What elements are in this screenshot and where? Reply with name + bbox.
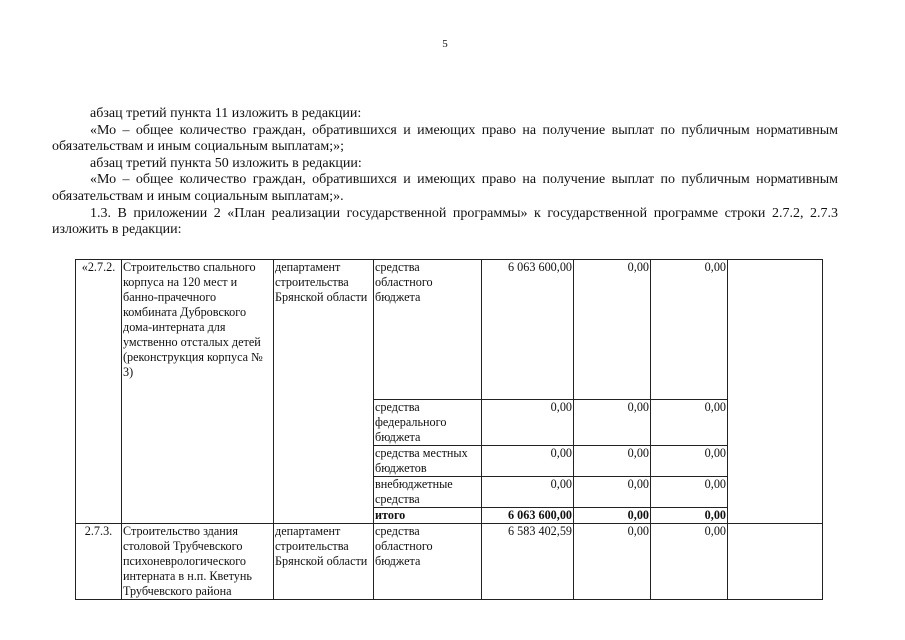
funding-source-total: итого [374,508,482,524]
funding-source: средства областного бюджета [374,260,482,400]
page-number: 5 [442,38,448,50]
funding-value: 0,00 [482,400,574,446]
paragraph-instruction-50: абзац третий пункта 50 изложить в редакции: [90,155,362,171]
event-name: Строительство спального корпуса на 120 мест и банно-прачечного комбината Дубровского дома-интерната для умственно отсталых детей (реконструкция корпуса № 3) [122,260,274,524]
executor: департамент строительства Брянской области [274,260,374,524]
paragraph-quote-11: «Мо – общее количество граждан, обратившихся и имеющих право на получение выплат по публичным нормативным обязательствам и иным социальным выплатам;»; [52,122,838,155]
amendment-text [52,106,838,239]
funding-value: 0,00 [574,400,651,446]
funding-value: 0,00 [574,446,651,477]
row-number: «2.7.2. [76,260,122,524]
funding-total-value: 0,00 [574,508,651,524]
funding-source: средства местных бюджетов [374,446,482,477]
funding-value: 0,00 [651,400,728,446]
event-name: Строительство здания столовой Трубчевского психоневрологического интерната в н.п. Кветунь Трубчевского района [122,524,274,600]
table-row [76,260,823,400]
empty-cell [728,260,823,524]
funding-value: 0,00 [651,446,728,477]
funding-total-value: 6 063 600,00 [482,508,574,524]
funding-value: 0,00 [574,260,651,400]
funding-value: 0,00 [651,477,728,508]
table-row [76,524,823,600]
row-number: 2.7.3. [76,524,122,600]
paragraph-quote-50: «Мо – общее количество граждан, обратившихся и имеющих право на получение выплат по публичным нормативным обязательствам и иным социальным выплатам;». [52,172,838,204]
executor: департамент строительства Брянской области [274,524,374,600]
funding-value: 0,00 [651,260,728,400]
funding-source: внебюджетные средства [374,477,482,508]
funding-value: 0,00 [574,477,651,508]
funding-total-value: 0,00 [651,508,728,524]
funding-value: 6 583 402,59 [482,524,574,600]
funding-value: 0,00 [482,477,574,508]
paragraph-section-1-3: 1.3. В приложении 2 «План реализации государственной программы» к государственной программе строки 2.7.2, 2.7.3 изложить в редакции: [52,205,838,238]
funding-source: средства областного бюджета [374,524,482,600]
funding-value: 0,00 [574,524,651,600]
funding-source: средства федерального бюджета [374,400,482,446]
funding-value: 0,00 [651,524,728,600]
empty-cell [728,524,823,600]
funding-value: 0,00 [482,446,574,477]
paragraph-instruction-11: абзац третий пункта 11 изложить в редакции: [90,106,362,121]
funding-value: 6 063 600,00 [482,260,574,400]
plan-table [75,259,823,600]
